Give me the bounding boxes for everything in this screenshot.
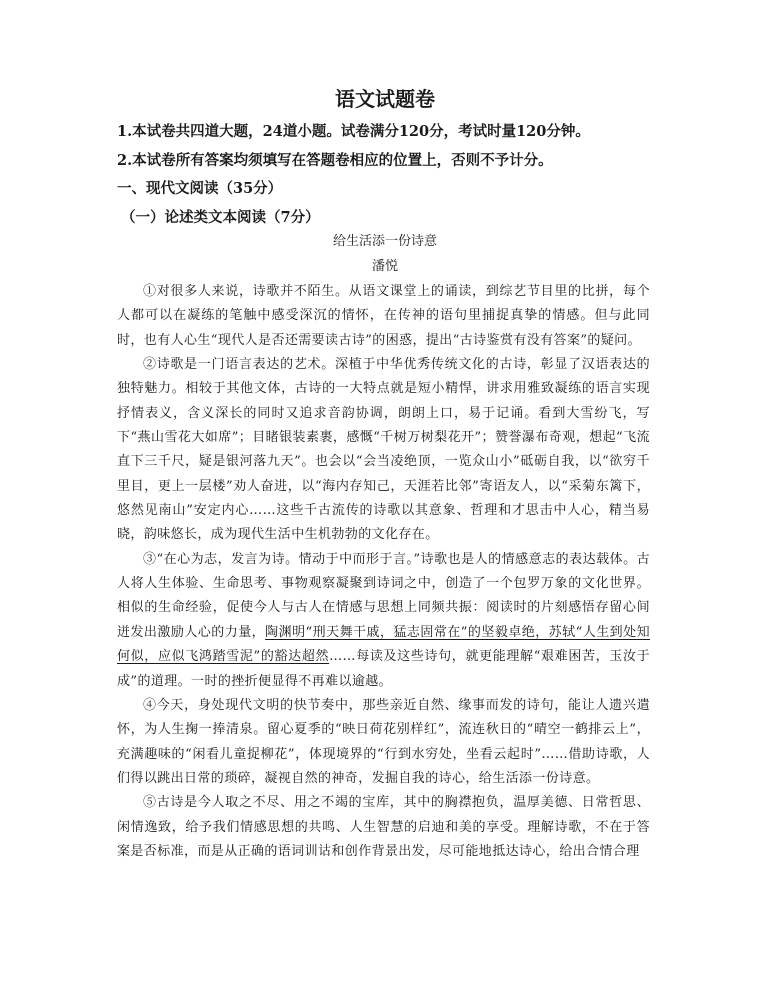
paragraph-3-text-before: ③“在心为志，发言为诗。情动于中而形于言。”诗歌也是人的情感意志的表达载体。古人将人生体验、生命思考、事物观察凝聚到诗词之中，创造了一个包罗万象的文化世界。相似的生命经验，促使今人与古人在情感与思想上同频共振：阅读时的片刻感悟存留心间迸发出激励人心的力量，: [117, 551, 650, 640]
paragraph-3-text-after: ……每读及这些诗句，就更能理解“艰难困苦，玉汝于成”的道理。一时的挫折便显得不再难以逾越。: [117, 649, 651, 689]
paragraph-3-underlined-text: 陶渊明“刑天舞干戚，猛志固常在”的坚毅卓绝，苏轼“人生到处知何似，应似飞鸿踏雪泥”的豁达超然: [117, 624, 650, 665]
paragraph-4: ④今天，身处现代文明的快节奏中，那些亲近自然、缘事而发的诗句，能让人遗兴遣怀，为人生掬一捧清泉。留心夏季的“映日荷花别样红”，流连秋日的“晴空一鹤排云上”，充满趣味的“闲看儿童捉柳花”，体现境界的“行到水穷处，坐看云起时”……借助诗歌，人们得以跳出日常的琐碎，凝视自然的神奇，发掘自我的诗心，给生活添一份诗意。: [117, 697, 650, 786]
article-body: [117, 280, 650, 864]
article-title: 给生活添一份诗意: [332, 234, 437, 249]
exam-title: 语文试题卷: [335, 87, 435, 111]
paragraph-3: [117, 548, 650, 694]
section-heading: 一、现代文阅读（35分）: [117, 180, 283, 197]
subsection-heading: （一）论述类文本阅读（7分）: [121, 209, 320, 226]
paragraph-2: ②诗歌是一门语言表达的艺术。深植于中华优秀传统文化的古诗，彰显了汉语表达的独特魅力。相较于其他文体，古诗的一大特点就是短小精悍，讲求用雅致凝练的语言实现抒情表义，含义深长的同时又追求音韵协调，朗朗上口，易于记诵。看到大雪纷飞，写下“燕山雪花大如席”；目睹银装素裹，感慨“千树万树梨花开”；赞誉瀑布奇观，想起“飞流直下三千尺，疑是银河落九天”。也会以“会当凌绝顶，一览众山小”砥砺自我，以“欲穷千里目，更上一层楼”劝人奋进，以“海内存知己，天涯若比邻”寄语友人，以“采菊东篱下，悠然见南山”安定内心……这些千古流传的诗歌以其意象、哲理和才思击中人心，精当易晓，韵味悠长，成为现代生活中生机勃勃的文化存在。: [117, 357, 650, 543]
paragraph-1: ①对很多人来说，诗歌并不陌生。从语文课堂上的诵读，到综艺节目里的比拼，每个人都可以在凝练的笔触中感受深沉的情怀，在传神的语句里捕捉真挚的情感。但与此同时，也有人心生“现代人是否还需要读古诗”的困惑，提出“古诗鉴赏有没有答案”的疑问。: [117, 284, 650, 348]
exam-note-1: 1.本试卷共四道大题，24道小题。试卷满分120分，考试时量120分钟。: [117, 123, 590, 140]
paragraph-5: ⑤古诗是今人取之不尽、用之不竭的宝库，其中的胸襟抱负，温厚美德、日常哲思、闲情逸致，给予我们情感思想的共鸣、人生智慧的启迪和美的享受。理解诗歌，不在于答案是否标准，而是从正确的语词训诂和创作背景出发，尽可能地抵达诗心，给出合情合理: [117, 795, 650, 859]
article-author: 潘悦: [371, 259, 398, 274]
exam-note-2: 2.本试卷所有答案均须填写在答题卷相应的位置上，否则不予计分。: [117, 152, 553, 169]
